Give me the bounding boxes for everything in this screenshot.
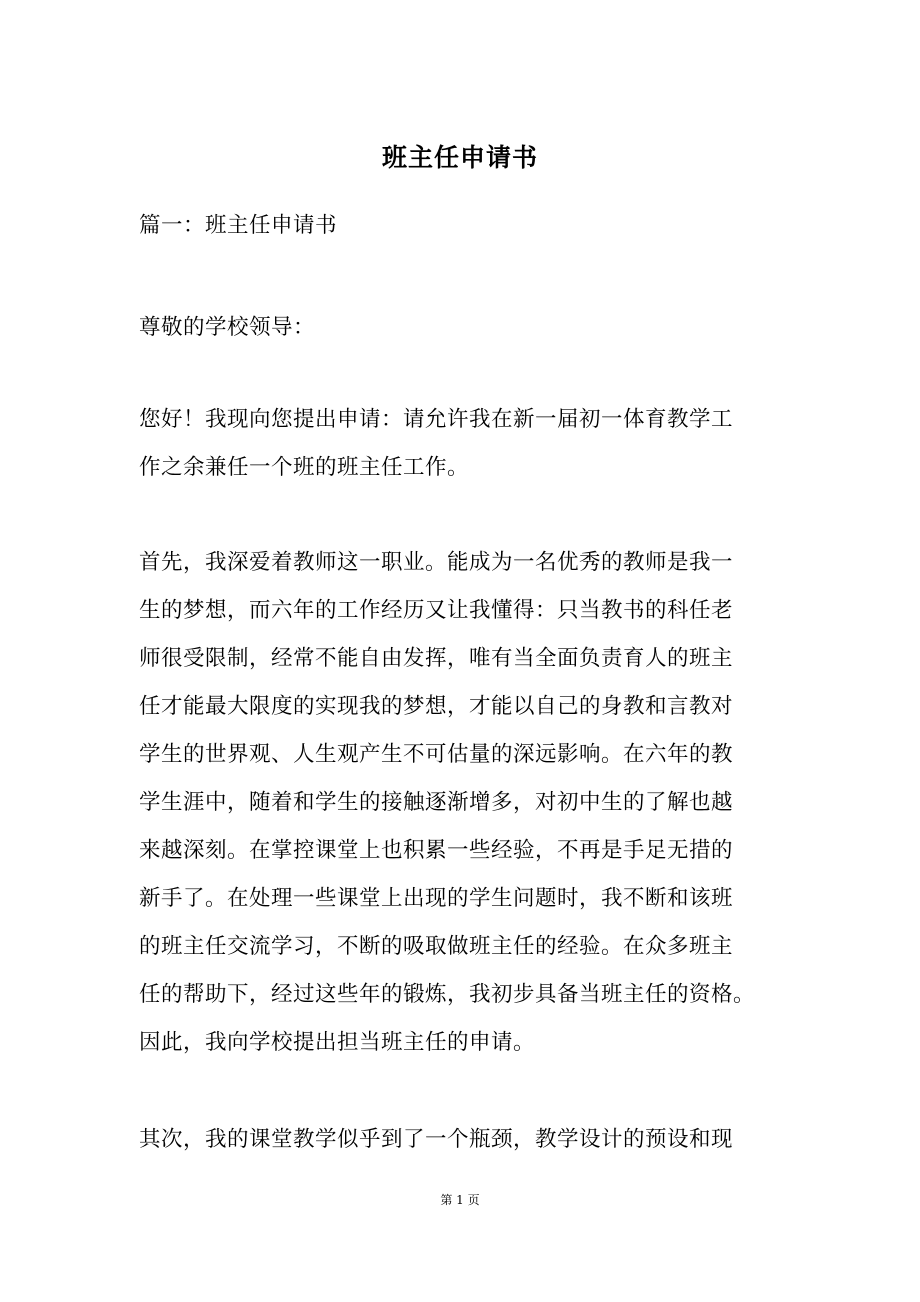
text-line: 其次，我的课堂教学似乎到了一个瓶颈，教学设计的预设和现 xyxy=(139,1127,734,1152)
text-line: 您好！我现向您提出申请：请允许我在新一届初一体育教学工 xyxy=(139,407,734,432)
text-line: 师很受限制，经常不能自由发挥，唯有当全面负责育人的班主 xyxy=(139,646,734,671)
page-number: 第 1 页 xyxy=(440,1193,480,1207)
document-title: 班主任申请书 xyxy=(381,143,538,172)
text-line: 新手了。在处理一些课堂上出现的学生问题时，我不断和该班 xyxy=(139,886,734,911)
text-line: 生的梦想，而六年的工作经历又让我懂得：只当教书的科任老 xyxy=(139,598,734,623)
section-heading: 篇一：班主任申请书 xyxy=(139,213,338,238)
salutation: 尊敬的学校领导： xyxy=(139,315,316,340)
text-line: 学生的世界观、人生观产生不可估量的深远影响。在六年的教 xyxy=(139,742,734,767)
text-line: 任才能最大限度的实现我的梦想，才能以自己的身教和言教对 xyxy=(139,694,734,719)
text-line: 的班主任交流学习，不断的吸取做班主任的经验。在众多班主 xyxy=(139,934,734,959)
text-line: 作之余兼任一个班的班主任工作。 xyxy=(139,455,470,480)
text-line: 任的帮助下，经过这些年的锻炼，我初步具备当班主任的资格。 xyxy=(139,982,756,1007)
text-line: 来越深刻。在掌控课堂上也积累一些经验，不再是手足无措的 xyxy=(139,838,734,863)
text-line: 首先，我深爱着教师这一职业。能成为一名优秀的教师是我一 xyxy=(139,550,734,575)
text-line: 因此，我向学校提出担当班主任的申请。 xyxy=(139,1030,536,1055)
text-line: 学生涯中，随着和学生的接触逐渐增多，对初中生的了解也越 xyxy=(139,790,734,815)
